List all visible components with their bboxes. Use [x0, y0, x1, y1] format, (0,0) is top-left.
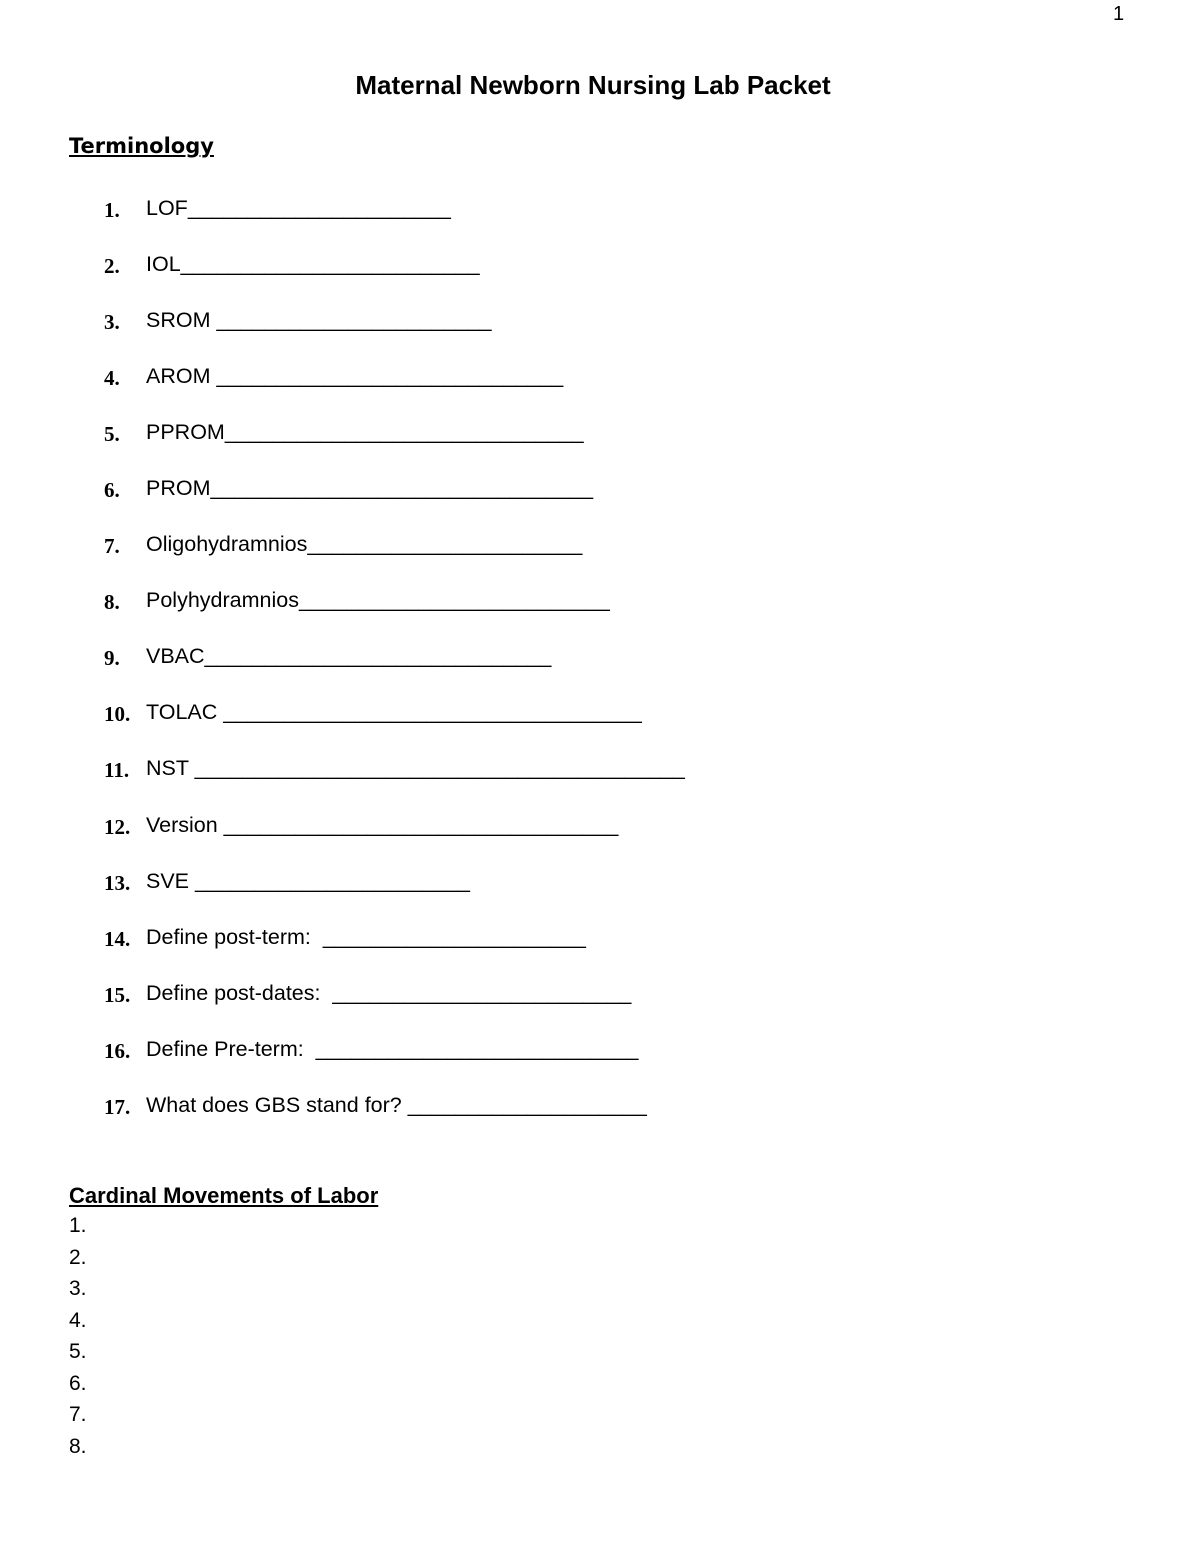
terminology-item-text[interactable]: Define post-term: ______________________ [146, 924, 586, 949]
terminology-item-number: 15. [104, 982, 131, 1007]
terminology-item-number: 6. [104, 478, 120, 503]
terminology-item-text[interactable]: NST _________________________________________ [146, 756, 685, 781]
terminology-item-number: 8. [104, 590, 120, 615]
cardinal-movement-item[interactable]: 5. [69, 1340, 87, 1363]
terminology-item-text[interactable]: Define post-dates: _________________________ [146, 980, 632, 1005]
terminology-item-text[interactable]: IOL_________________________ [146, 252, 480, 277]
terminology-item-text[interactable]: SROM _______________________ [146, 308, 492, 333]
terminology-item-text[interactable]: PROM________________________________ [146, 476, 594, 501]
terminology-item-number: 16. [104, 1038, 131, 1063]
cardinal-movement-item[interactable]: 3. [69, 1277, 87, 1300]
terminology-item-number: 1. [104, 198, 120, 222]
terminology-item-number: 11. [104, 758, 130, 783]
terminology-item-number: 5. [104, 422, 120, 447]
terminology-item-text[interactable]: VBAC_____________________________ [146, 644, 552, 669]
cardinal-movements-list [69, 1214, 87, 1466]
terminology-item-text[interactable]: TOLAC ___________________________________ [146, 700, 642, 725]
terminology-item-text[interactable]: Polyhydramnios__________________________ [146, 588, 610, 613]
terminology-item-number: 7. [104, 534, 120, 559]
terminology-item-text[interactable]: SVE _______________________ [146, 868, 471, 893]
terminology-item-number: 2. [104, 254, 120, 279]
terminology-item-number: 12. [104, 814, 131, 839]
cardinal-movement-item[interactable]: 8. [69, 1434, 87, 1458]
terminology-item-number: 14. [104, 926, 131, 951]
terminology-item-text[interactable]: What does GBS stand for? ____________________ [146, 1092, 647, 1117]
terminology-item-number: 13. [104, 870, 131, 895]
terminology-item-number: 4. [104, 366, 120, 391]
terminology-item-text[interactable]: Oligohydramnios_______________________ [146, 532, 583, 557]
terminology-item-text[interactable]: Define Pre-term: ___________________________ [146, 1036, 639, 1061]
terminology-item-text[interactable]: AROM _____________________________ [146, 364, 564, 389]
cardinal-movement-item[interactable]: 7. [69, 1403, 87, 1426]
terminology-item-text[interactable]: LOF______________________ [146, 196, 451, 220]
terminology-item-text[interactable]: PPROM______________________________ [146, 420, 584, 445]
cardinal-movement-item[interactable]: 1. [69, 1214, 87, 1237]
terminology-item-number: 10. [104, 702, 131, 727]
cardinal-movements-heading: Cardinal Movements of Labor [69, 1183, 379, 1208]
cardinal-movement-item[interactable]: 6. [69, 1371, 87, 1395]
terminology-heading: Terminology [69, 134, 214, 158]
cardinal-movement-item[interactable]: 4. [69, 1308, 87, 1332]
terminology-item-number: 3. [104, 310, 120, 335]
document-title: Maternal Newborn Nursing Lab Packet [355, 70, 831, 100]
terminology-item-text[interactable]: Version _________________________________ [146, 812, 619, 837]
cardinal-movement-item[interactable]: 2. [69, 1245, 87, 1269]
terminology-item-number: 17. [104, 1094, 131, 1119]
page-number: 1 [1113, 3, 1125, 25]
terminology-item-number: 9. [104, 646, 120, 671]
